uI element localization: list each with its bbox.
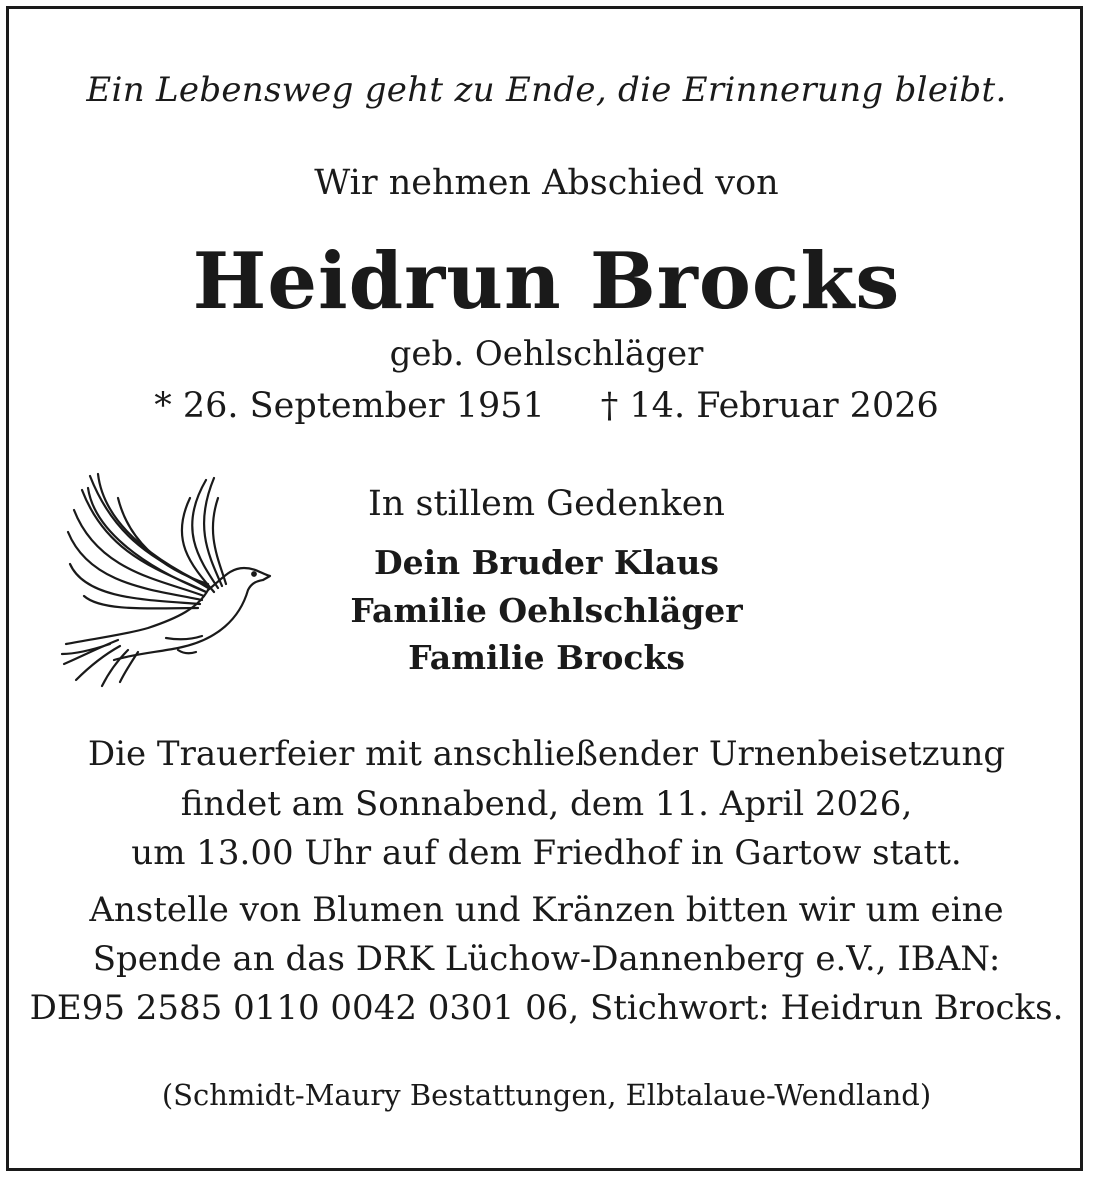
mourner-2: Familie Oehlschläger — [350, 591, 743, 630]
deceased-name: Heidrun Brocks — [192, 236, 901, 327]
death-date: † 14. Februar 2026 — [600, 386, 939, 426]
mourner-1: Dein Bruder Klaus — [373, 543, 720, 582]
mourner-3: Familie Brocks — [408, 638, 685, 677]
ceremony-line-1: Die Trauerfeier mit anschließender Urnenbeisetzung — [87, 734, 1006, 774]
birth-date: * 26. September 1951 — [154, 386, 545, 426]
undertaker-line: (Schmidt-Maury Bestattungen, Elbtalaue-Wendland) — [161, 1078, 932, 1112]
ceremony-line-3: um 13.00 Uhr auf dem Friedhof in Gartow statt. — [131, 833, 962, 873]
birth-name: geb. Oehlschläger — [389, 334, 704, 374]
ceremony-line-2: findet am Sonnabend, dem 11. April 2026, — [180, 784, 913, 824]
life-dates — [0, 386, 1093, 426]
donation-line-1: Anstelle von Blumen und Kränzen bitten wir um eine — [89, 890, 1004, 930]
donation-line-2: Spende an das DRK Lüchow-Dannenberg e.V., IBAN: — [92, 939, 1001, 979]
memory-line: In stillem Gedenken — [368, 484, 725, 524]
donation-line-3: DE95 2585 0110 0042 0301 06, Stichwort: Heidrun Brocks. — [29, 988, 1064, 1028]
motto: Ein Lebensweg geht zu Ende, die Erinnerung bleibt. — [86, 70, 1007, 110]
intro-line: Wir nehmen Abschied von — [314, 163, 779, 203]
